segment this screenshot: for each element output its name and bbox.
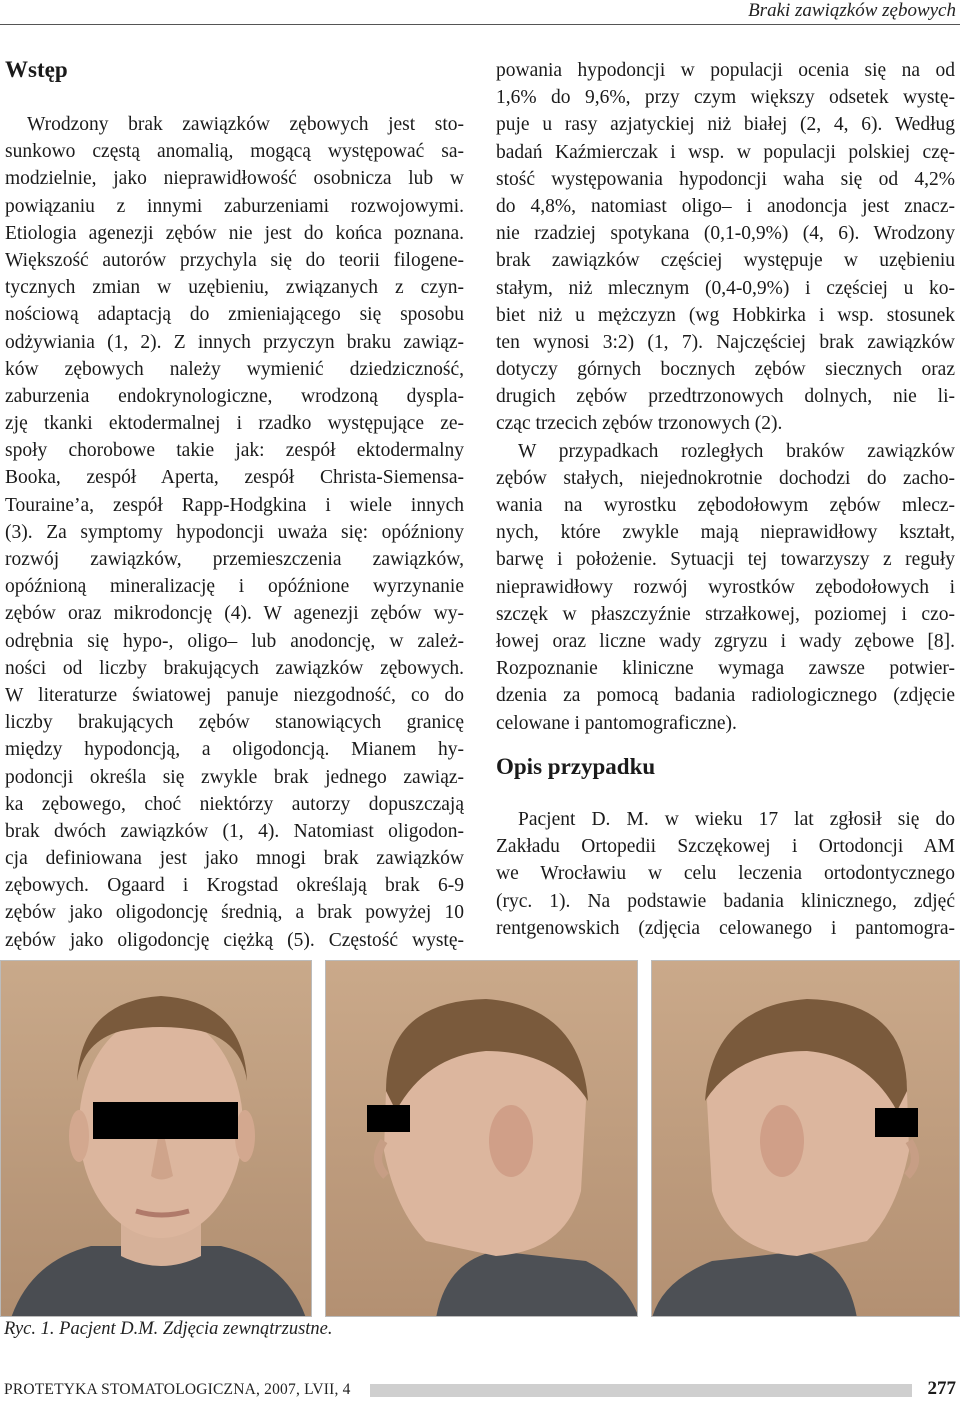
text-line: stałym, niż mlecznym (0,4-0,9%) i częściej u ko-: [496, 277, 955, 299]
text-line: W przypadkach rozległych braków zawiązków: [518, 440, 955, 462]
header-rule: [0, 24, 960, 25]
text-line: Booka, zespół Aperta, zespół Christa-Siemensa-: [5, 467, 464, 489]
text-line: nościową adaptacją do zmieniającego się sposobu: [5, 304, 464, 326]
text-line: łowej oraz liczne wady zgryzu i wady zębowe [8].: [496, 630, 955, 652]
left-column-text: [5, 111, 464, 954]
text-line: W literaturze światowej panuje niezgodność, co do: [5, 684, 464, 706]
text-line: opóźnioną mineralizację i opóźnione wyrzynanie: [5, 576, 464, 598]
text-line: sunkowo częstą anomalią, mogącą występować sa-: [5, 141, 464, 163]
text-line: odżywiania (1, 2). Z innych przyczyn braku zawiąz-: [5, 331, 464, 353]
text-line: zję tkanki ektodermalnej i rzadko występujące ze-: [5, 413, 464, 435]
text-line: we Wrocławiu w celu leczenia ortodontycznego: [496, 863, 955, 885]
figure-caption: Ryc. 1. Pacjent D.M. Zdjęcia zewnątrzustne.: [4, 1319, 333, 1339]
figure-patient-photos: [0, 960, 960, 1317]
text-line: barwę i położenie. Sytuacji tej towarzyszy z reguły: [496, 549, 955, 571]
text-line: Zakładu Ortopedii Szczękowej i Ortodoncji AM: [496, 836, 955, 858]
text-line: powania hypodoncji w populacji ocenia się na od: [496, 60, 955, 81]
text-line: ka zębowego, choć niektórzy autorzy dopuszczają: [5, 793, 464, 815]
text-line: dzenia za pomocą badania radiologicznego (zdjęcie: [496, 685, 955, 707]
text-line: dotyczy górnych bocznych zębów siecznych oraz: [496, 359, 955, 381]
photo-frontal-view: [0, 960, 312, 1317]
text-line: wania na wyrostku zębodołowym zębów mlecz-: [496, 495, 955, 516]
text-line: społy chorobowe takie jak: zespół ektodermalny: [5, 440, 464, 462]
text-line: liczby brakujących zębów stanowiących granicę: [5, 712, 464, 734]
text-line: zębowych. Ogaard i Krogstad określają brak 6-9: [5, 875, 464, 897]
text-line: odrębnia się hypo-, oligo– lub anodoncję, w zależ-: [5, 630, 464, 652]
text-line: cja definiowana jest jako mnogi brak zawiązków: [5, 848, 464, 870]
text-line: podoncji określa się zwykle brak jednego zawiąz-: [5, 766, 464, 788]
text-line: Touraine’a, zespół Rapp-Hodgkina i wiele innych: [5, 494, 464, 516]
text-line: zębów oraz mikrodoncję (4). W agenezji zębów wy-: [5, 603, 464, 625]
footer-bar: [370, 1384, 912, 1397]
text-line: celowane i pantomograficzne).: [496, 712, 737, 734]
photo-left-profile: [651, 960, 960, 1317]
text-line: powiązaniu z innymi zaburzeniami rozwojowymi.: [5, 195, 464, 217]
text-line: zaburzenia endokrynologiczne, wrodzoną dyspla-: [5, 385, 464, 407]
text-line: rozwój zawiązków, przemieszczenia zawiązków,: [5, 549, 464, 570]
text-line: do 4,8%, natomiast oligo– i anodoncja jest znacz-: [496, 195, 955, 217]
text-line: nych, które zwykle mają nieprawidłowy kształt,: [496, 522, 955, 544]
text-line: Rozpoznanie kliniczne wymaga zawsze potwier-: [496, 658, 955, 680]
eye-censor-bar: [875, 1108, 918, 1137]
text-line: Większość autorów przychyla się do teorii filogene-: [5, 249, 464, 271]
eye-censor-bar: [367, 1105, 410, 1132]
section-heading-intro: Wstęp: [5, 57, 68, 82]
journal-footer: PROTETYKA STOMATOLOGICZNA, 2007, LVII, 4: [4, 1381, 351, 1398]
running-head: Braki zawiązków zębowych: [748, 0, 956, 21]
text-line: zębów jako oligodoncję średnią, a brak powyżej 10: [5, 902, 464, 924]
text-line: szczęk w płaszczyźnie strzałkowej, poziomej i czo-: [496, 603, 955, 625]
text-line: Pacjent D. M. w wieku 17 lat zgłosił się do: [518, 809, 955, 830]
text-line: drugich zębów przedtrzonowych dolnych, nie li-: [496, 386, 955, 408]
text-line: cząc trzecich zębów trzonowych (2).: [496, 413, 783, 435]
section-heading-case: Opis przypadku: [496, 754, 656, 779]
right-column-text: [496, 57, 955, 737]
text-line: rentgenowskich (zdjęcia celowanego i pantomogra-: [496, 917, 955, 939]
text-line: ten wynosi 3:2) (1, 7). Najczęściej brak zawiązków: [496, 331, 955, 353]
text-line: ków zębowych należy wymienić dziedziczność,: [5, 358, 464, 380]
text-line: modzielnie, jako nieprawidłowość osobnicza lub w: [5, 168, 464, 190]
text-line: (ryc. 1). Na podstawie badania klinicznego, zdjęć: [496, 890, 955, 912]
page-number: 277: [927, 1378, 956, 1399]
text-line: Wrodzony brak zawiązków zębowych jest sto-: [27, 114, 464, 135]
text-line: stość występowania hypodoncji waha się od 4,2%: [496, 168, 955, 190]
text-line: zębów stałych, niejednokrotnie dochodzi do zacho-: [496, 467, 955, 489]
text-line: (3). Za symptomy hypodoncji uważa się: opóźniony: [5, 521, 464, 543]
text-line: badań Kaźmierczak i wsp. w populacji polskiej czę-: [496, 141, 955, 163]
text-line: ności od liczby brakujących zawiązków zębowych.: [5, 657, 464, 679]
text-line: Etiologia agenezji zębów nie jest do końca poznana.: [5, 222, 464, 244]
text-line: nie rzadziej spotykana (0,1-0,9%) (4, 6). Wrodzony: [496, 223, 955, 245]
text-line: puje u rasy azjatyckiej niż białej (2, 4, 6). Według: [496, 114, 955, 136]
text-line: biet niż u mężczyzn (wg Hobkirka i wsp. stosunek: [496, 304, 955, 326]
photo-right-profile: [325, 960, 638, 1317]
text-line: brak zawiązków częściej występuje w uzębieniu: [496, 250, 955, 272]
text-line: nieprawidłowy rozwój wyrostków zębodołowych i: [496, 576, 955, 598]
case-description-text: [496, 806, 955, 942]
text-line: między hypodoncją, a oligodoncją. Mianem hy-: [5, 739, 464, 761]
text-line: tycznych zmian w uzębieniu, związanych z czyn-: [5, 277, 464, 299]
text-line: zębów jako oligodoncję ciężką (5). Częstość wystę-: [5, 929, 464, 951]
text-line: 1,6% do 9,6%, przy czym większy odsetek wystę-: [496, 87, 955, 109]
text-line: brak dwóch zawiązków (1, 4). Natomiast oligodon-: [5, 820, 464, 842]
eye-censor-bar: [93, 1102, 238, 1139]
